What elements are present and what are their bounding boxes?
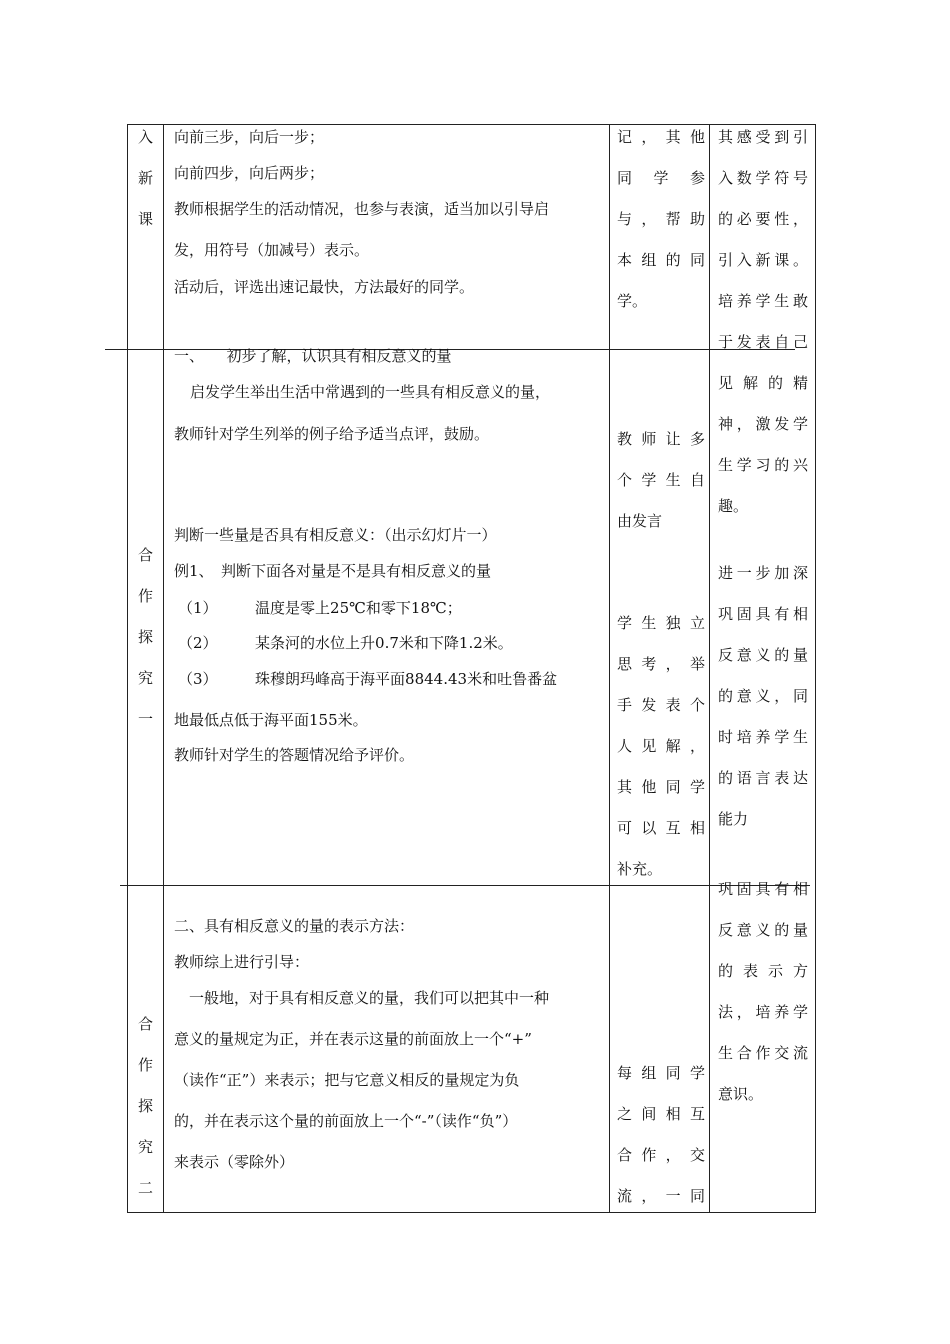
section2-label-char: 一 [138,710,154,728]
content-line: 教师针对学生列举的例子给予适当点评，鼓励。 [174,425,490,443]
content-line: 教师根据学生的活动情况，也参与表演，适当加以引导启 [174,200,550,218]
section2-intent [718,564,808,851]
table-bottom-border [127,1212,815,1213]
intent-line: 的 表 示 方 [718,962,808,980]
content-line: 判断一些量是否具有相反意义：（出示幻灯片一） [174,526,497,544]
col-divider-3 [709,124,710,1213]
section1-label-char: 新 [138,169,154,187]
content-line: （3） 珠穆朗玛峰高于海平面8844.43米和吐鲁番盆 [178,670,558,688]
content-line: 的，并在表示这个量的前面放上一个“-”（读作“负”） [174,1112,518,1130]
activity-line: 手 发 表 个 [617,696,705,714]
section2-student-activity-b [617,614,705,901]
intent-line: 培养学生敢 [718,292,808,310]
content-line: 向前四步，向后两步； [174,164,325,182]
intent-line: 能力 [718,810,749,828]
content-line: 发，用符号（加减号）表示。 [174,241,370,259]
col-divider-1 [163,124,164,1213]
content-line: 二、具有相反意义的量的表示方法： [174,917,415,935]
intent-line: 反意义的量 [718,921,808,939]
intent-line: 引入新课。 [718,251,808,269]
table-top-border [127,124,815,125]
intent-line: 入数学符号 [718,169,808,187]
section2-student-activity-a [617,430,705,553]
activity-line: 之 间 相 互 [617,1105,705,1123]
content-line: 来表示（零除外） [174,1153,295,1171]
activity-line: 合 作 ， 交 [617,1146,705,1164]
section3-label-char: 二 [138,1179,154,1197]
activity-line: 个 学 生 自 [617,471,705,489]
content-line: （2） 某条河的水位上升0.7米和下降1.2米。 [178,634,513,652]
intent-line: 趣。 [718,497,749,515]
section1-label-char: 课 [138,210,154,228]
activity-line: 同 学 参 [617,169,705,187]
activity-line: 补充。 [617,860,663,878]
intent-line: 巩固具有相 [718,605,808,623]
activity-line: 其 他 同 学 [617,778,705,796]
intent-line: 见 解 的 精 [718,374,808,392]
section2-heading: 一、 初步了解，认识具有相反意义的量 [174,347,452,365]
content-line: 教师针对学生的答题情况给予评价。 [174,746,415,764]
activity-line: 由发言 [617,512,663,530]
section2-label-char: 合 [138,546,154,564]
intent-line: 反意义的量 [718,646,808,664]
col-divider-2 [609,124,610,1213]
intent-line: 神，激发学 [718,415,808,433]
table-left-border [127,124,128,1213]
intent-line: 于发表自己 [718,333,808,351]
content-line: 活动后，评选出速记最快，方法最好的同学。 [174,278,475,296]
intent-line: 的意义，同 [718,687,808,705]
content-line: 教师综上进行引导： [174,953,310,971]
section2-label-char: 探 [138,628,154,646]
intent-line: 巩固具有相 [718,880,808,898]
section3-label-char: 探 [138,1097,154,1115]
intent-line: 意识。 [718,1085,764,1103]
intent-line: 的必要性， [718,210,808,228]
activity-line: 人 见 解 ， [617,737,705,755]
section3-label-char: 究 [138,1138,154,1156]
content-line: 例1、 判断下面各对量是不是具有相反意义的量 [174,562,492,580]
activity-line: 本 组 的 同 [617,251,705,269]
intent-line: 进一步加深 [718,564,808,582]
intent-line: 的语言表达 [718,769,808,787]
activity-line: 思 考 ， 举 [617,655,705,673]
content-line: （读作“正”）来表示；把与它意义相反的量规定为负 [174,1071,520,1089]
activity-line: 学。 [617,292,648,310]
intent-line: 法，培养学 [718,1003,808,1021]
intent-line: 生合作交流 [718,1044,808,1062]
activity-line: 学 生 独 立 [617,614,705,632]
section3-label-char: 作 [138,1056,154,1074]
content-line: （1） 温度是零上25℃和零下18℃； [178,599,462,617]
content-line: 地最低点低于海平面155米。 [174,711,368,729]
activity-line: 与 ， 帮 助 [617,210,705,228]
section1-student-activity [617,128,705,333]
activity-line: 每 组 同 学 [617,1064,705,1082]
intent-line: 时培养学生 [718,728,808,746]
content-line: 启发学生举出生活中常遇到的一些具有相反意义的量， [190,383,551,401]
intent-line: 其感受到引 [718,128,808,146]
activity-line: 教 师 让 多 [617,430,705,448]
section3-student-activity [617,1064,705,1228]
row-divider-2 [120,885,810,886]
table-right-border [815,124,816,1213]
section2-label-char: 究 [138,669,154,687]
section3-intent [718,880,808,1126]
intent-line: 生学习的兴 [718,456,808,474]
section3-label-char: 合 [138,1015,154,1033]
content-line: 意义的量规定为正，并在表示这量的前面放上一个“+” [174,1030,532,1048]
activity-line: 记 ， 其 他 [617,128,705,146]
activity-line: 流 ， 一 同 [617,1187,705,1205]
section1-label-char: 入 [138,128,154,146]
section2-label-char: 作 [138,587,154,605]
activity-line: 可 以 互 相 [617,819,705,837]
section1-intent [718,128,808,538]
content-line: 一般地，对于具有相反意义的量，我们可以把其中一种 [174,989,550,1007]
content-line: 向前三步，向后一步； [174,128,325,146]
